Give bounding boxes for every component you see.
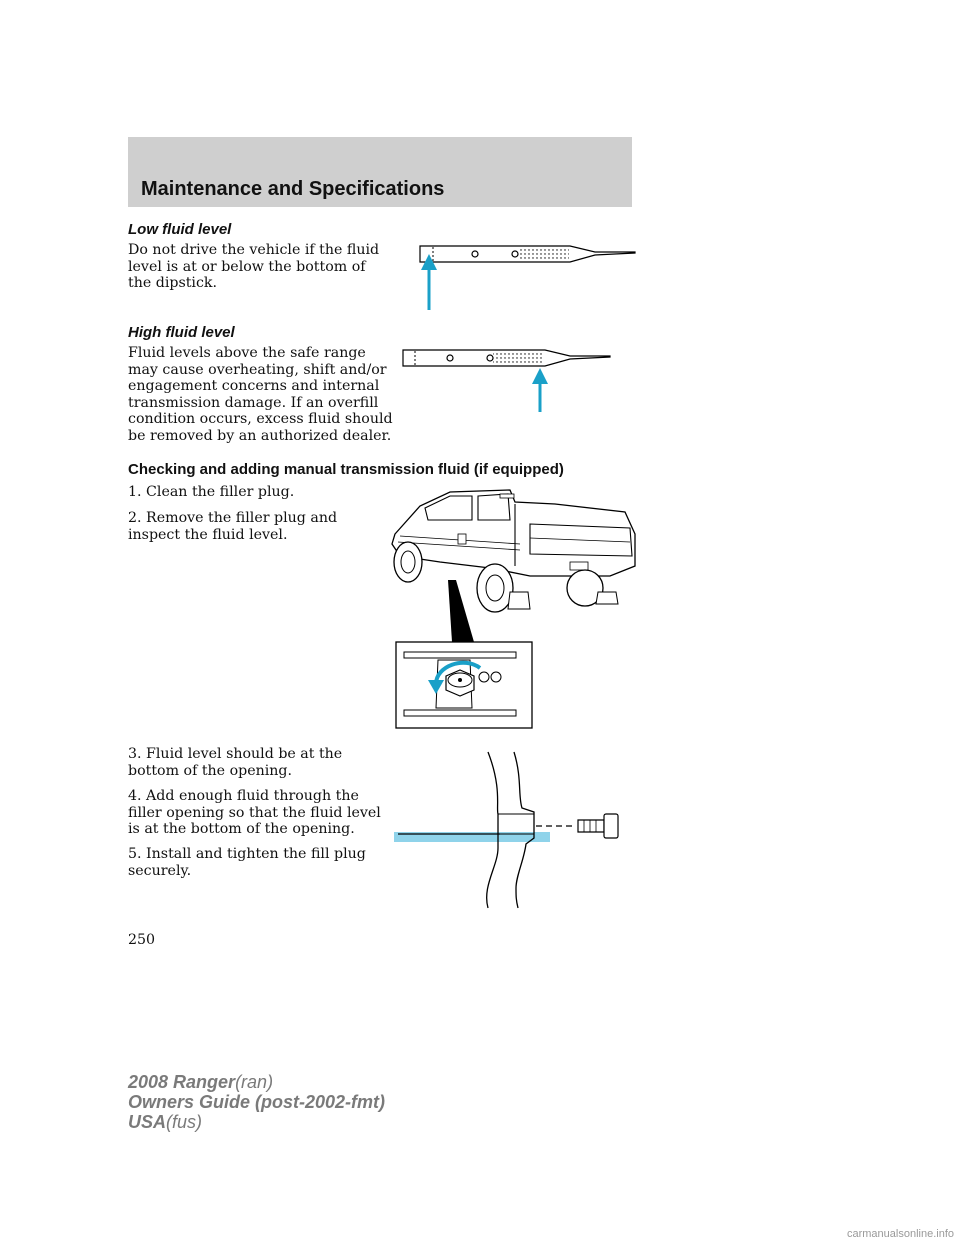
step-5: 5. Install and tighten the fill plug securely. [128, 846, 366, 879]
dipstick-high-illustration [395, 340, 645, 420]
step-3: 3. Fluid level should be at the bottom of the opening. [128, 746, 343, 779]
footer [128, 1072, 385, 1132]
dipstick-low-illustration [395, 236, 645, 316]
footer-region: USA [128, 1112, 167, 1132]
watermark: carmanualsonline.info [846, 1228, 954, 1240]
footer-region-code: (fus) [166, 1112, 203, 1132]
fluid-level-opening-illustration [390, 748, 630, 910]
manual-transmission-heading: Checking and adding manual transmission fluid (if equipped) [128, 461, 564, 478]
footer-model: 2008 Ranger [128, 1072, 236, 1092]
high-fluid-heading: High fluid level [128, 324, 235, 341]
step-1: 1. Clean the filler plug. [128, 484, 295, 500]
step-4: 4. Add enough fluid through the filler opening so that the fluid level is at the bottom of the opening. [128, 788, 381, 837]
high-fluid-text: Fluid levels above the safe range may cause overheating, shift and/or engagement concerns and internal transmission damage. If an overfill condition occurs, excess fluid should be removed by an authorized dealer. [128, 345, 393, 444]
low-fluid-heading: Low fluid level [128, 221, 232, 238]
footer-guide: Owners Guide (post-2002-fmt) [128, 1092, 386, 1112]
footer-model-code: (ran) [235, 1072, 274, 1092]
step-2: 2. Remove the filler plug and inspect the fluid level. [128, 510, 338, 543]
truck-filler-plug-illustration [380, 484, 650, 734]
page-number: 250 [128, 932, 156, 948]
low-fluid-text: Do not drive the vehicle if the fluid level is at or below the bottom of the dipstick. [128, 242, 380, 291]
page-title: Maintenance and Specifications [141, 178, 445, 200]
